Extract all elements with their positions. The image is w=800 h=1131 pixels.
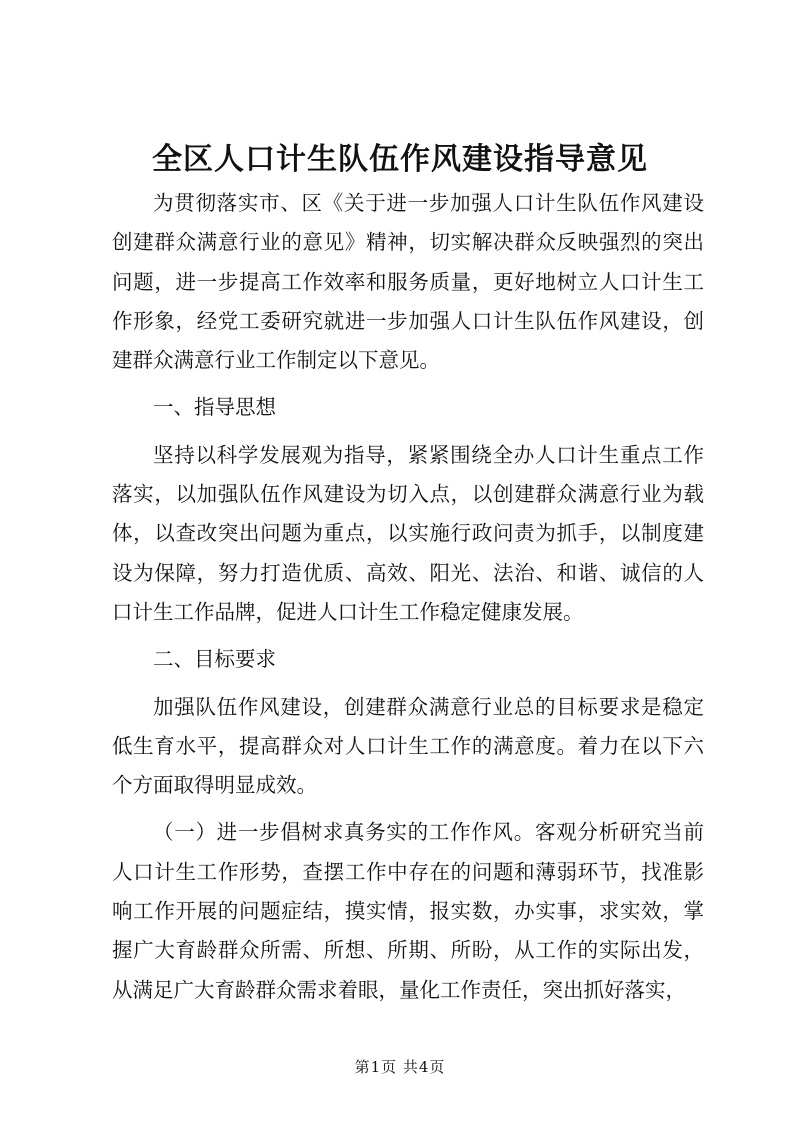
document-body [112, 184, 704, 1010]
sub-item-one-paragraph: （一）进一步倡树求真务实的工作作风。客观分析研究当前人口计生工作形势，查摆工作中存在的问题和薄弱环节，找准影响工作开展的问题症结，摸实情，报实数，办实事，求实效，掌握广大育龄群众所需、所想、所期、所盼，从工作的实际出发，从满足广大育龄群众需求着眼，量化工作责任，突出抓好落实， [112, 820, 704, 1002]
guiding-ideology-paragraph: 坚持以科学发展观为指导，紧紧围绕全办人口计生重点工作落实，以加强队伍作风建设为切入点，以创建群众满意行业为载体，以查改突出问题为重点，以实施行政问责为抓手，以制度建设为保障，努力打造优质、高效、阳光、法治、和谐、诚信的人口计生工作品牌，促进人口计生工作稳定健康发展。 [112, 442, 704, 624]
spacer [112, 428, 704, 436]
spacer [112, 805, 704, 813]
document-title: 全区人口计生队伍作风建设指导意见 [152, 142, 648, 177]
section-heading-target-requirements: 二、目标要求 [153, 647, 276, 672]
intro-paragraph: 为贯彻落实市、区《关于进一步加强人口计生队伍作风建设创建群众满意行业的意见》精神，切实解决群众反映强烈的突出问题，进一步提高工作效率和服务质量，更好地树立人口计生工作形象，经党工委研究就进一步加强人口计生队伍作风建设，创建群众满意行业工作制定以下意见。 [112, 191, 704, 373]
section-heading-guiding-ideology: 一、指导思想 [153, 395, 276, 420]
spacer [112, 632, 704, 640]
page-footer: 第1页 共4页 [354, 1058, 446, 1076]
spacer [112, 680, 704, 688]
target-requirements-paragraph: 加强队伍作风建设，创建群众满意行业总的目标要求是稳定低生育水平，提高群众对人口计生工作的满意度。着力在以下六个方面取得明显成效。 [112, 694, 704, 798]
spacer [112, 380, 704, 388]
